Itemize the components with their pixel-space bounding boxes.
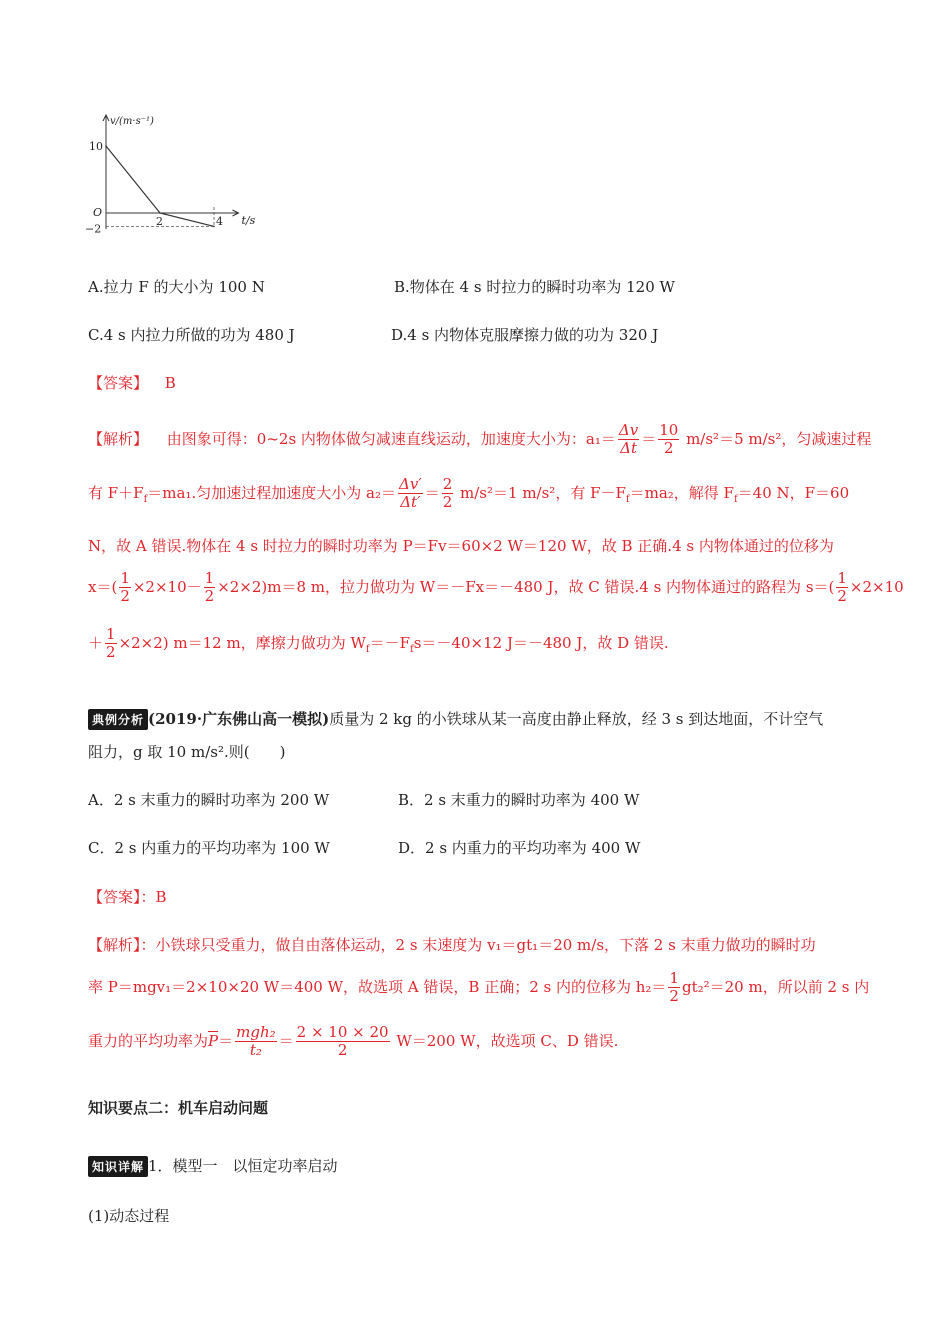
q2-option-d: D．2 s 内重力的平均功率为 400 W — [398, 839, 641, 857]
denominator: 2 — [204, 587, 215, 606]
q2-answer — [88, 886, 167, 907]
text: W＝200 W，故选项 C、D 错误. — [391, 1031, 619, 1050]
text: ＋ — [88, 633, 104, 652]
q2-option-c: C．2 s 内重力的平均功率为 100 W — [88, 839, 330, 857]
answer-label: 【答案】： — [88, 888, 156, 906]
numerator: 2 × 10 × 20 — [296, 1023, 389, 1041]
denominator: 2 — [442, 493, 453, 512]
text: 重力的平均功率为 — [88, 1031, 209, 1050]
text: ＝ — [641, 429, 657, 448]
denominator: 2 — [120, 587, 130, 606]
answer-value: B — [155, 888, 167, 906]
fraction — [668, 970, 680, 1006]
q1-analysis-line3: N，故 A 错误.物体在 4 s 时拉力的瞬时功率为 P＝Fv＝60×2 W＝120 W，故 B 正确.4 s 内物体通过的位移为 — [88, 537, 834, 555]
q1-analysis-line4 — [88, 570, 904, 606]
text: m/s²＝5 m/s²，匀减速过程 — [681, 429, 872, 448]
analysis-label: 【解析】： — [88, 936, 156, 954]
q1-answer — [88, 372, 176, 393]
text: ＝ — [278, 1031, 294, 1050]
y-tick-label-10: 10 — [89, 140, 103, 153]
fraction — [442, 476, 454, 512]
text: ×2×10 — [849, 577, 904, 596]
q1-option-b: B.物体在 4 s 时拉力的瞬时功率为 120 W — [394, 278, 675, 296]
q2-stem-line2: 阻力，g 取 10 m/s².则( ) — [88, 743, 286, 761]
velocity-time-graph — [80, 112, 270, 242]
fraction — [204, 570, 216, 606]
q2-option-a: A．2 s 末重力的瞬时功率为 200 W — [88, 791, 330, 809]
denominator: 2 — [337, 1041, 348, 1060]
data-point-1 — [159, 212, 161, 214]
section-heading: 知识要点二：机车启动问题 — [88, 1099, 269, 1117]
numerator: 1 — [120, 569, 130, 587]
text: ×2×2)m＝8 m，拉力做功为 W＝－Fx＝－480 J，故 C 错误.4 s 内物体通过的路程为 s＝( — [217, 577, 835, 596]
numerator: Δv — [618, 421, 639, 439]
numerator: Δv′ — [398, 475, 422, 493]
denominator: t₂ — [249, 1041, 262, 1060]
text: 小铁球只受重力，做自由落体运动，2 s 末速度为 v₁＝gt₁＝20 m/s，下落 2 s 末重力做功的瞬时功 — [155, 936, 816, 954]
text: ×2×2) m＝12 m，摩擦力做功为 W — [118, 633, 366, 652]
q1-option-a: A.拉力 F 的大小为 100 N — [88, 278, 265, 296]
q2-analysis-line2 — [88, 970, 869, 1006]
denominator: Δt — [620, 439, 637, 458]
text: ＝ — [218, 1031, 234, 1050]
q1-option-d: D.4 s 内物体克服摩擦力做的功为 320 J — [391, 326, 659, 344]
y-axis-label: v/(m·s⁻¹) — [110, 116, 154, 127]
text: ＝40 N，F＝60 — [737, 483, 850, 502]
text: x＝( — [88, 577, 118, 596]
fraction — [836, 570, 848, 606]
x-tick-label-4: 4 — [216, 215, 223, 228]
numerator: 1 — [837, 569, 847, 587]
numerator: 1 — [669, 969, 679, 987]
denominator: 2 — [669, 987, 679, 1006]
fraction — [105, 626, 117, 662]
text: 1．模型一 以恒定功率启动 — [148, 1157, 338, 1175]
text: 质量为 2 kg 的小铁球从某一高度由静止释放，经 3 s 到达地面，不计空气 — [329, 710, 824, 728]
text: ＝ma₂，解得 F — [629, 483, 734, 502]
fraction — [398, 476, 423, 512]
q2-stem-line1 — [88, 708, 823, 730]
text: ＝－F — [369, 633, 411, 652]
x-axis-label: t/s — [241, 214, 256, 227]
text: ×2×10－ — [132, 577, 202, 596]
subscript: f — [143, 493, 148, 505]
answer-label: 【答案】 — [88, 374, 149, 392]
fraction — [296, 1024, 390, 1060]
fraction — [235, 1024, 277, 1060]
x-tick-label-2: 2 — [156, 215, 163, 228]
knowledge-tag: 知识详解 — [88, 1156, 148, 1177]
data-point-2 — [213, 226, 215, 228]
text: m/s²＝1 m/s²，有 F－F — [455, 483, 626, 502]
text: 由图象可得：0~2s 内物体做匀减速直线运动，加速度大小为：a₁＝ — [166, 429, 616, 448]
example-tag: 典例分析 — [88, 709, 148, 730]
subscript: f — [410, 643, 414, 655]
q2-source: (2019·广东佛山高一模拟) — [148, 710, 330, 728]
answer-value: B — [164, 374, 176, 392]
subscript: f — [733, 493, 738, 505]
denominator: 2 — [837, 587, 847, 606]
text: 有 F＋F — [88, 483, 144, 502]
subscript: f — [625, 493, 630, 505]
data-point-0 — [105, 145, 107, 147]
text: s＝－40×12 J＝－480 J，故 D 错误. — [413, 633, 669, 652]
q2-option-b: B．2 s 末重力的瞬时功率为 400 W — [398, 791, 640, 809]
y-tick-label-neg2: −2 — [85, 222, 102, 236]
q1-analysis-line5 — [88, 626, 669, 662]
section-item-2: (1)动态过程 — [88, 1207, 170, 1225]
origin-label: O — [93, 206, 103, 219]
fraction — [119, 570, 131, 606]
fraction — [658, 422, 679, 458]
subscript: f — [365, 643, 370, 655]
numerator: mgh₂ — [236, 1023, 276, 1041]
numerator: 1 — [204, 569, 215, 587]
chart-layer — [85, 115, 256, 235]
denominator: Δt′ — [400, 493, 421, 512]
q2-analysis-line3 — [88, 1024, 618, 1060]
text: 率 P＝mgv₁＝2×10×20 W＝400 W，故选项 A 错误，B 正确；2 s 内的位移为 h₂＝ — [88, 977, 667, 996]
numerator: 1 — [106, 625, 116, 643]
q1-analysis-line1 — [88, 422, 871, 458]
numerator: 2 — [442, 475, 453, 493]
q1-analysis-line2 — [88, 476, 849, 512]
text: ＝ma₁.匀加速过程加速度大小为 a₂＝ — [147, 483, 396, 502]
q1-option-c: C.4 s 内拉力所做的功为 480 J — [88, 326, 295, 344]
denominator: 2 — [663, 439, 674, 458]
analysis-label: 【解析】 — [88, 429, 149, 448]
average-power-symbol: $\overline{P}$ — [208, 1031, 219, 1050]
text: gt₂²＝20 m，所以前 2 s 内 — [681, 977, 870, 996]
numerator: 10 — [659, 421, 679, 439]
fraction — [618, 422, 639, 458]
denominator: 2 — [106, 643, 116, 662]
text: ＝ — [424, 483, 440, 502]
q2-analysis-line1 — [88, 934, 816, 955]
section-item-1 — [88, 1155, 338, 1177]
